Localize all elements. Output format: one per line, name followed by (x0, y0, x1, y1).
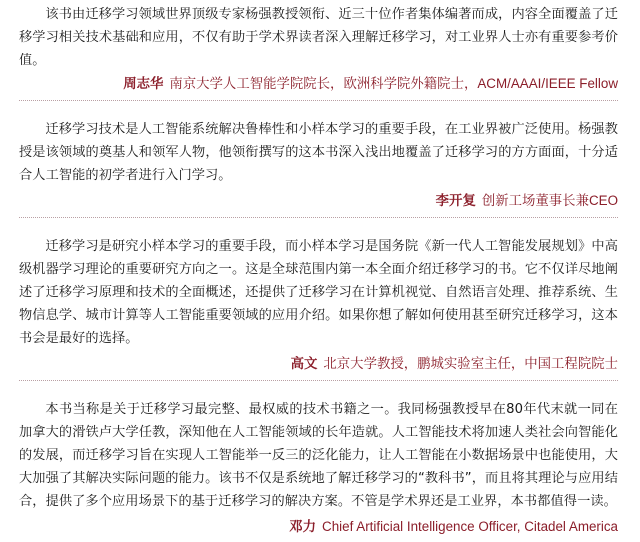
endorser-title: 创新工场董事长兼CEO (481, 193, 618, 208)
divider (19, 100, 618, 101)
endorsement-block (19, 118, 618, 218)
endorsement-block (19, 3, 618, 101)
endorsement-block (19, 398, 618, 539)
endorsement-text: 本书当称是关于迁移学习最完整、最权威的技术书籍之一。我同杨强教授早在80年代末就一同在加拿大的滑铁卢大学任教，深知他在人工智能领域的长年造就。人工智能技术将加速人类社会向智能化的发展，而迁移学习旨在实现人工智能举一反三的泛化能力，让人工智能在小数据场景中也能使用，大大加强了其解决实际问题的能力。该书不仅是系统地了解迁移学习的“教科书”，而且将其理论与应用结合，提供了多个应用场景下的基于迁移学习的解决方案。不管是学术界还是工业界，本书都值得一读。 (19, 402, 618, 509)
endorser-title: 南京大学人工智能学院院长，欧洲科学院外籍院士，ACM/AAAI/IEEE Fellow (169, 76, 618, 91)
endorser-name: 高文 (290, 357, 318, 372)
endorsement-text: 迁移学习是研究小样本学习的重要手段，而小样本学习是国务院《新一代人工智能发展规划》中高级机器学习理论的重要研究方向之一。这是全球范围内第一本全面介绍迁移学习的书。它不仅详尽地阐述了迁移学习原理和技术的全面概述，还提供了迁移学习在计算机视觉、自然语言处理、推荐系统、生物信息学、城市计算等人工智能重要领域的应用介绍。如果你想了解如何使用甚至研究迁移学习，这本书会是最好的选择。 (19, 239, 618, 346)
endorsement-attribution (19, 353, 618, 376)
endorser-title: 北京大学教授，鹏城实验室主任，中国工程院院士 (323, 356, 618, 371)
endorsement-block (19, 235, 618, 381)
endorser-name: 李开复 (435, 194, 476, 209)
endorser-title: Chief Artificial Intelligence Officer, Citadel America (322, 519, 618, 534)
endorsement-text: 该书由迁移学习领域世界顶级专家杨强教授领衔、近三十位作者集体编著而成，内容全面覆盖了迁移学习相关技术基础和应用，不仅有助于学术界读者深入理解迁移学习，对工业界人士亦有重要参考价值。 (19, 7, 618, 68)
endorser-name: 周志华 (123, 77, 164, 92)
endorsement-attribution (19, 73, 618, 96)
endorser-name: 邓力 (289, 520, 317, 535)
endorsement-text: 迁移学习技术是人工智能系统解决鲁棒性和小样本学习的重要手段，在工业界被广泛使用。杨强教授是该领域的奠基人和领军人物，他领衔撰写的这本书深入浅出地覆盖了迁移学习的方方面面，十分适合人工智能的初学者进行入门学习。 (19, 122, 618, 183)
divider (19, 380, 618, 381)
divider (19, 217, 618, 218)
endorsement-attribution (19, 516, 618, 539)
endorsement-attribution (19, 190, 618, 213)
